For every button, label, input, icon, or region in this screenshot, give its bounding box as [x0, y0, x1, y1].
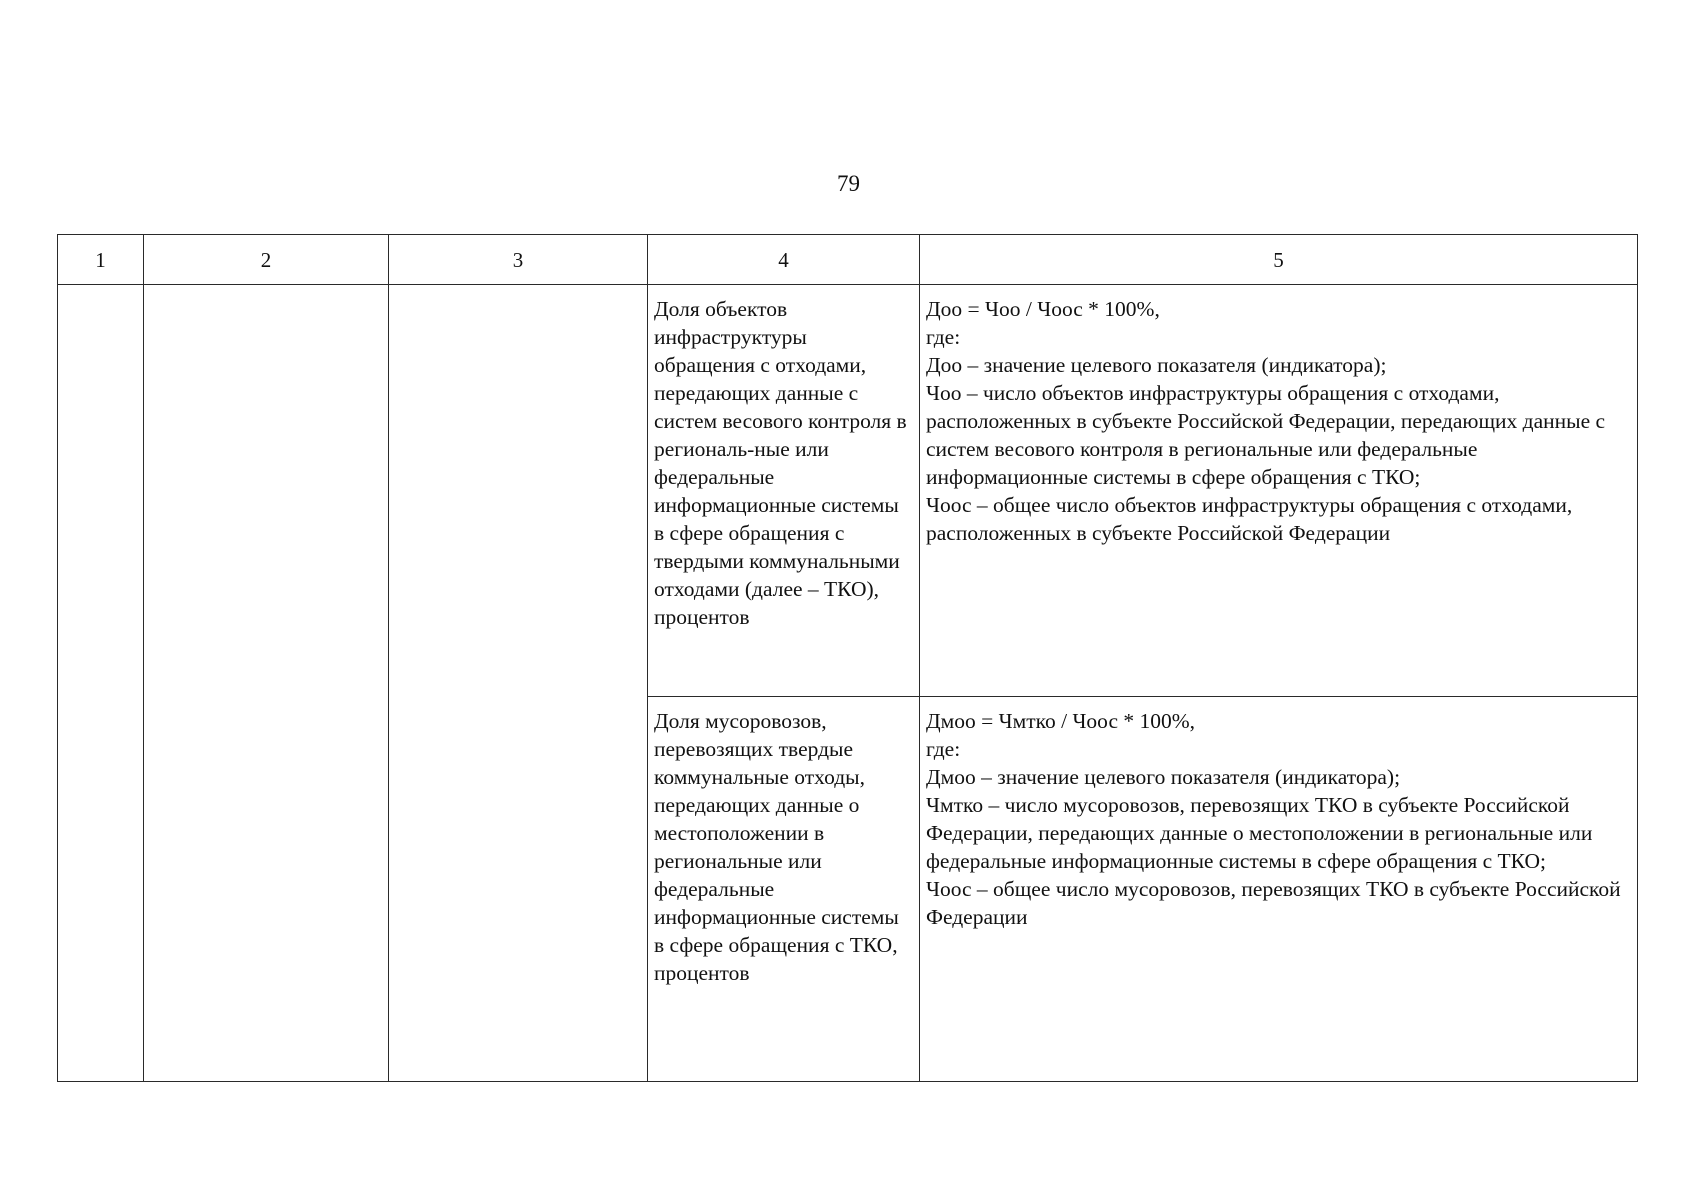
definition: Чмтко – число мусоровозов, перевозящих ТКО в субъекте Российской Федерации, передающих данные о местоположении в региональные или федеральные информационные системы в сфере обращения с ТКО;	[926, 793, 1593, 873]
indicators-table	[57, 234, 1638, 1082]
formula: Дмоо = Чмтко / Чоос * 100%,	[926, 709, 1196, 733]
header-cell-2: 2	[144, 235, 389, 285]
header-cell-1: 1	[58, 235, 144, 285]
empty-cell-col1	[58, 285, 144, 1082]
indicator-name-cell	[648, 697, 920, 1082]
formula-block	[920, 285, 1637, 547]
definition: Чоос – общее число мусоровозов, перевозящих ТКО в субъекте Российской Федерации	[926, 877, 1621, 929]
definition: Доо – значение целевого показателя (индикатора);	[926, 353, 1387, 377]
indicator-name-cell	[648, 285, 920, 697]
empty-cell-col3	[389, 285, 648, 1082]
formula-cell	[920, 285, 1638, 697]
formula: Доо = Чоо / Чоос * 100%,	[926, 297, 1160, 321]
header-cell-3: 3	[389, 235, 648, 285]
definition: Дмоо – значение целевого показателя (индикатора);	[926, 765, 1401, 789]
table-row	[58, 285, 1638, 697]
table-header-row	[58, 235, 1638, 285]
where-label: где:	[926, 737, 961, 761]
where-label: где:	[926, 325, 961, 349]
definition: Чоос – общее число объектов инфраструктуры обращения с отходами, расположенных в субъекте Российской Федерации	[926, 493, 1573, 545]
page-number: 79	[837, 171, 860, 196]
empty-cell-col2	[144, 285, 389, 1082]
indicator-name: Доля мусоровозов, перевозящих твердые коммунальные отходы, передающих данные о местоположении в региональные или федеральные информационные системы в сфере обращения с ТКО, процентов	[654, 709, 899, 985]
indicator-name: Доля объектов инфраструктуры обращения с отходами, передающих данные с систем весового контроля в региональ-ные или федеральные информационные системы в сфере обращения с твердыми коммунальными отходами (далее – ТКО), процентов	[654, 297, 907, 629]
formula-cell	[920, 697, 1638, 1082]
header-cell-5: 5	[920, 235, 1638, 285]
header-cell-4: 4	[648, 235, 920, 285]
formula-block	[920, 697, 1637, 931]
definition: Чоо – число объектов инфраструктуры обращения с отходами, расположенных в субъекте Российской Федерации, передающих данные с систем весового контроля в региональные или федеральные информационные системы в сфере обращения с ТКО;	[926, 381, 1606, 489]
